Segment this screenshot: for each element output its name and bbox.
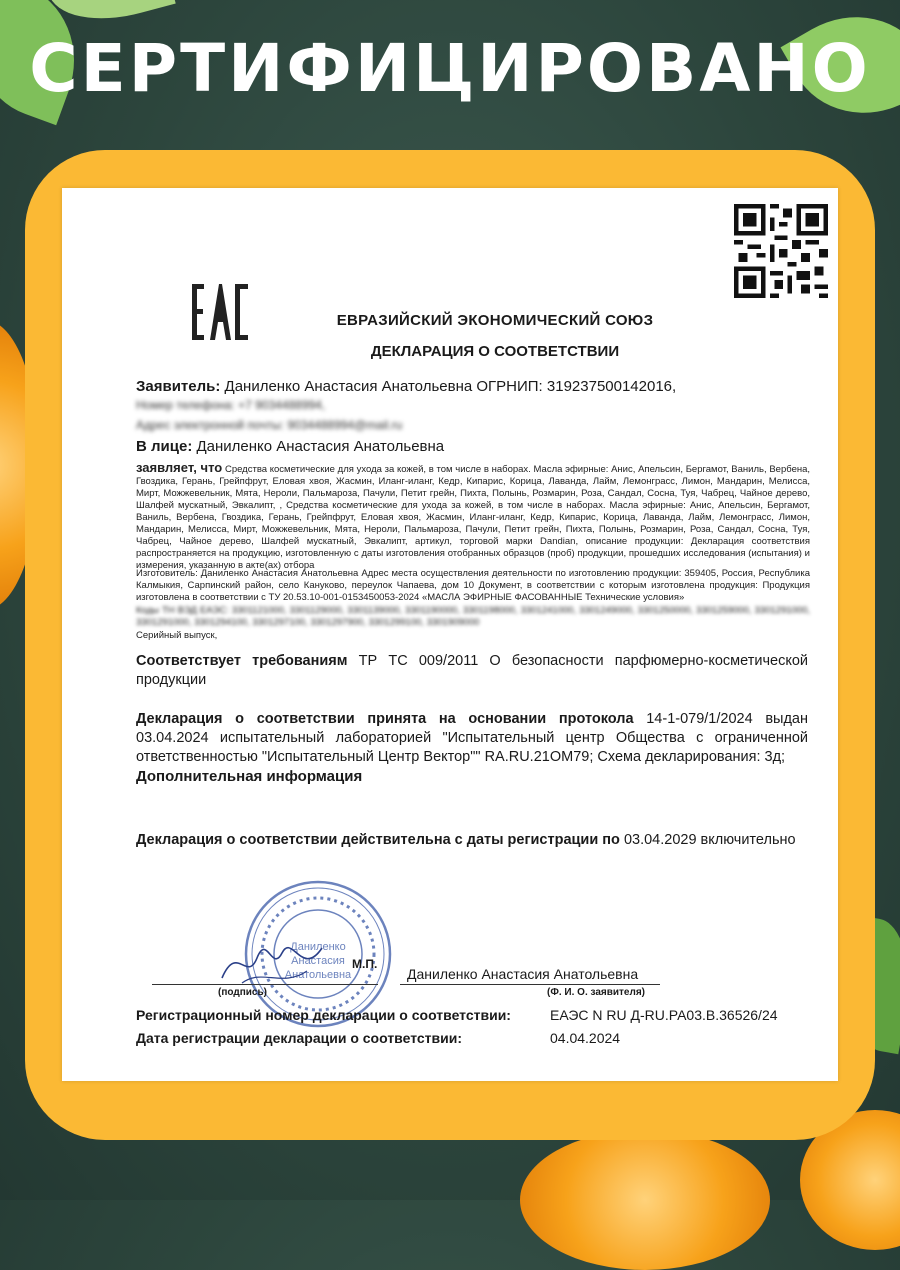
- basis-label: Декларация о соответствии принята на основании протокола: [136, 711, 634, 727]
- reg-number-label: Регистрационный номер декларации о соответствии:: [136, 1007, 511, 1023]
- union-heading: ЕВРАЗИЙСКИЙ ЭКОНОМИЧЕСКИЙ СОЮЗ: [336, 312, 654, 329]
- codes-blurred: Коды ТН ВЭД ЕАЭС: 3301121000, 3301129000, 3301139000, 3301190000, 3301198000, 3301241000, 3301249000, 3301250000, 3301259000, 3301291000, 3301291000, 3301294100, 3301297100, 3301297900, 3301299100, 3301909000: [136, 605, 810, 628]
- declares-label: заявляет, что: [136, 460, 223, 475]
- validity-paragraph: [136, 831, 808, 850]
- stamp-line-3: Анатольевна: [284, 969, 352, 981]
- in-person-value: Даниленко Анастасия Анатольевна: [196, 438, 445, 455]
- basis-paragraph: [136, 710, 808, 767]
- reg-date-value: 04.04.2024: [550, 1030, 621, 1046]
- additional-info-label: Дополнительная информация: [136, 768, 363, 785]
- stamp-line-1: Даниленко: [290, 941, 346, 953]
- basis-text: 14-1-079/1/2024 выдан 03.04.2024 испытательный лабораторией "Испытательный центр Общества с ограниченной ответственностью "Испытательный Центр Вектор"" RA.RU.21ОМ79; Схема декларирования: 3д;: [136, 711, 808, 765]
- signature-caption: (подпись): [218, 987, 267, 998]
- signer-caption: (Ф. И. О. заявителя): [547, 987, 646, 998]
- signer-line: [400, 984, 660, 985]
- reg-date-label: Дата регистрации декларации о соответствии:: [136, 1030, 462, 1046]
- signature-line: [152, 984, 378, 985]
- phone-blurred: Номер телефона: +7 9034488994,: [136, 398, 326, 412]
- applicant-label: Заявитель:: [136, 378, 221, 395]
- stamp-line-2: Анастасия: [291, 955, 345, 967]
- orange-decoration: [520, 1130, 770, 1270]
- in-person-label: В лице:: [136, 438, 193, 455]
- declares-paragraph: [136, 462, 810, 572]
- declares-text: Средства косметические для ухода за кожей, в том числе в наборах. Масла эфирные: Анис, Апельсин, Бергамот, Ваниль, Вербена, Гвоздика, Герань, Грейпфрут, Еловая хвоя, Жасмин, Иланг-иланг, Кедр, Кипарис, Корица, Лаванда, Лайм, Лемонграсс, Лимон, Мандарин, Мелисса, Мирт, Можжевельник, Мята, Нероли, Пальмароза, Пачули, Петит грейн, Пихта, Полынь, Розмарин, Роза, Сандал, Сосна, Туя, Чабрец, Чайное дерево, Шалфей мускатный, Эвкалипт, , Средства косметические для ухода за кожей, в том числе в наборах. Масла эфирные: Анис, Апельсин, Бергамот, Ваниль, Вербена, Гвоздика, Герань, Грейпфрут, Еловая хвоя, Жасмин, Иланг-иланг, Кедр, Кипарис, Корица, Лаванда, Лайм, Лемонграсс, Лимон, Мандарин, Мелисса, Мирт, Можжевельник, Мята, Нероли, Пальмароза, Пачули, Петит грейн, Пихта, Полынь, Розмарин, Роза, Сандал, Сосна, Туя, Чабрец, Чайное дерево, Шалфей мускатный, Эвкалипт, артикул, торговой марки Dandian, описание продукции: Декларация соответствия распространяется на продукцию, изготовленную с даты изготовления отобранных образцов (проб) продукции, прошедших исследования (испытания) и измерения, указанную в акте(ах) отбора: [136, 464, 811, 571]
- complies-paragraph: [136, 652, 808, 690]
- complies-text: ТР ТС 009/2011 О безопасности парфюмерно-косметической продукции: [136, 653, 808, 688]
- manufacturer-paragraph: Изготовитель: Даниленко Анастасия Анатольевна Адрес места осуществления деятельности по изготовлению продукции: 359405, Россия, Республика Калмыкия, Сарпинский район, село Кануково, переулок Чапаева, дом 10 Документ, в соответствии с которым изготовлена продукция: Продукция изготовлена в соответствии с ТУ 20.53.10-001-0153450053-2024 «МАСЛА ЭФИРНЫЕ ФАСОВАННЫЕ Технические условия»: [136, 568, 810, 603]
- mp-label: М.П.: [352, 957, 378, 971]
- serial-text: Серийный выпуск,: [136, 630, 218, 641]
- document-title: ДЕКЛАРАЦИЯ О СООТВЕТСТВИИ: [370, 343, 620, 360]
- complies-label: Соответствует требованиям: [136, 653, 348, 669]
- applicant-value: Даниленко Анастасия Анатольевна ОГРНИП: 319237500142016,: [224, 378, 677, 395]
- qr-code-icon: [734, 204, 828, 298]
- email-blurred: Адрес электронной почты: 9034488994@mail.ru: [136, 418, 403, 432]
- in-person-line: [136, 438, 444, 455]
- declaration-document: [62, 188, 838, 1081]
- reg-number-value: ЕАЭС N RU Д-RU.PA03.B.36526/24: [550, 1007, 778, 1023]
- validity-label: Декларация о соответствии действительна с даты регистрации по: [136, 832, 620, 848]
- banner-title: СЕРТИФИЦИРОВАНО: [29, 30, 871, 107]
- validity-text: 03.04.2029 включительно: [623, 832, 796, 848]
- applicant-line: [136, 378, 676, 395]
- signer-name: Даниленко Анастасия Анатольевна: [407, 966, 639, 982]
